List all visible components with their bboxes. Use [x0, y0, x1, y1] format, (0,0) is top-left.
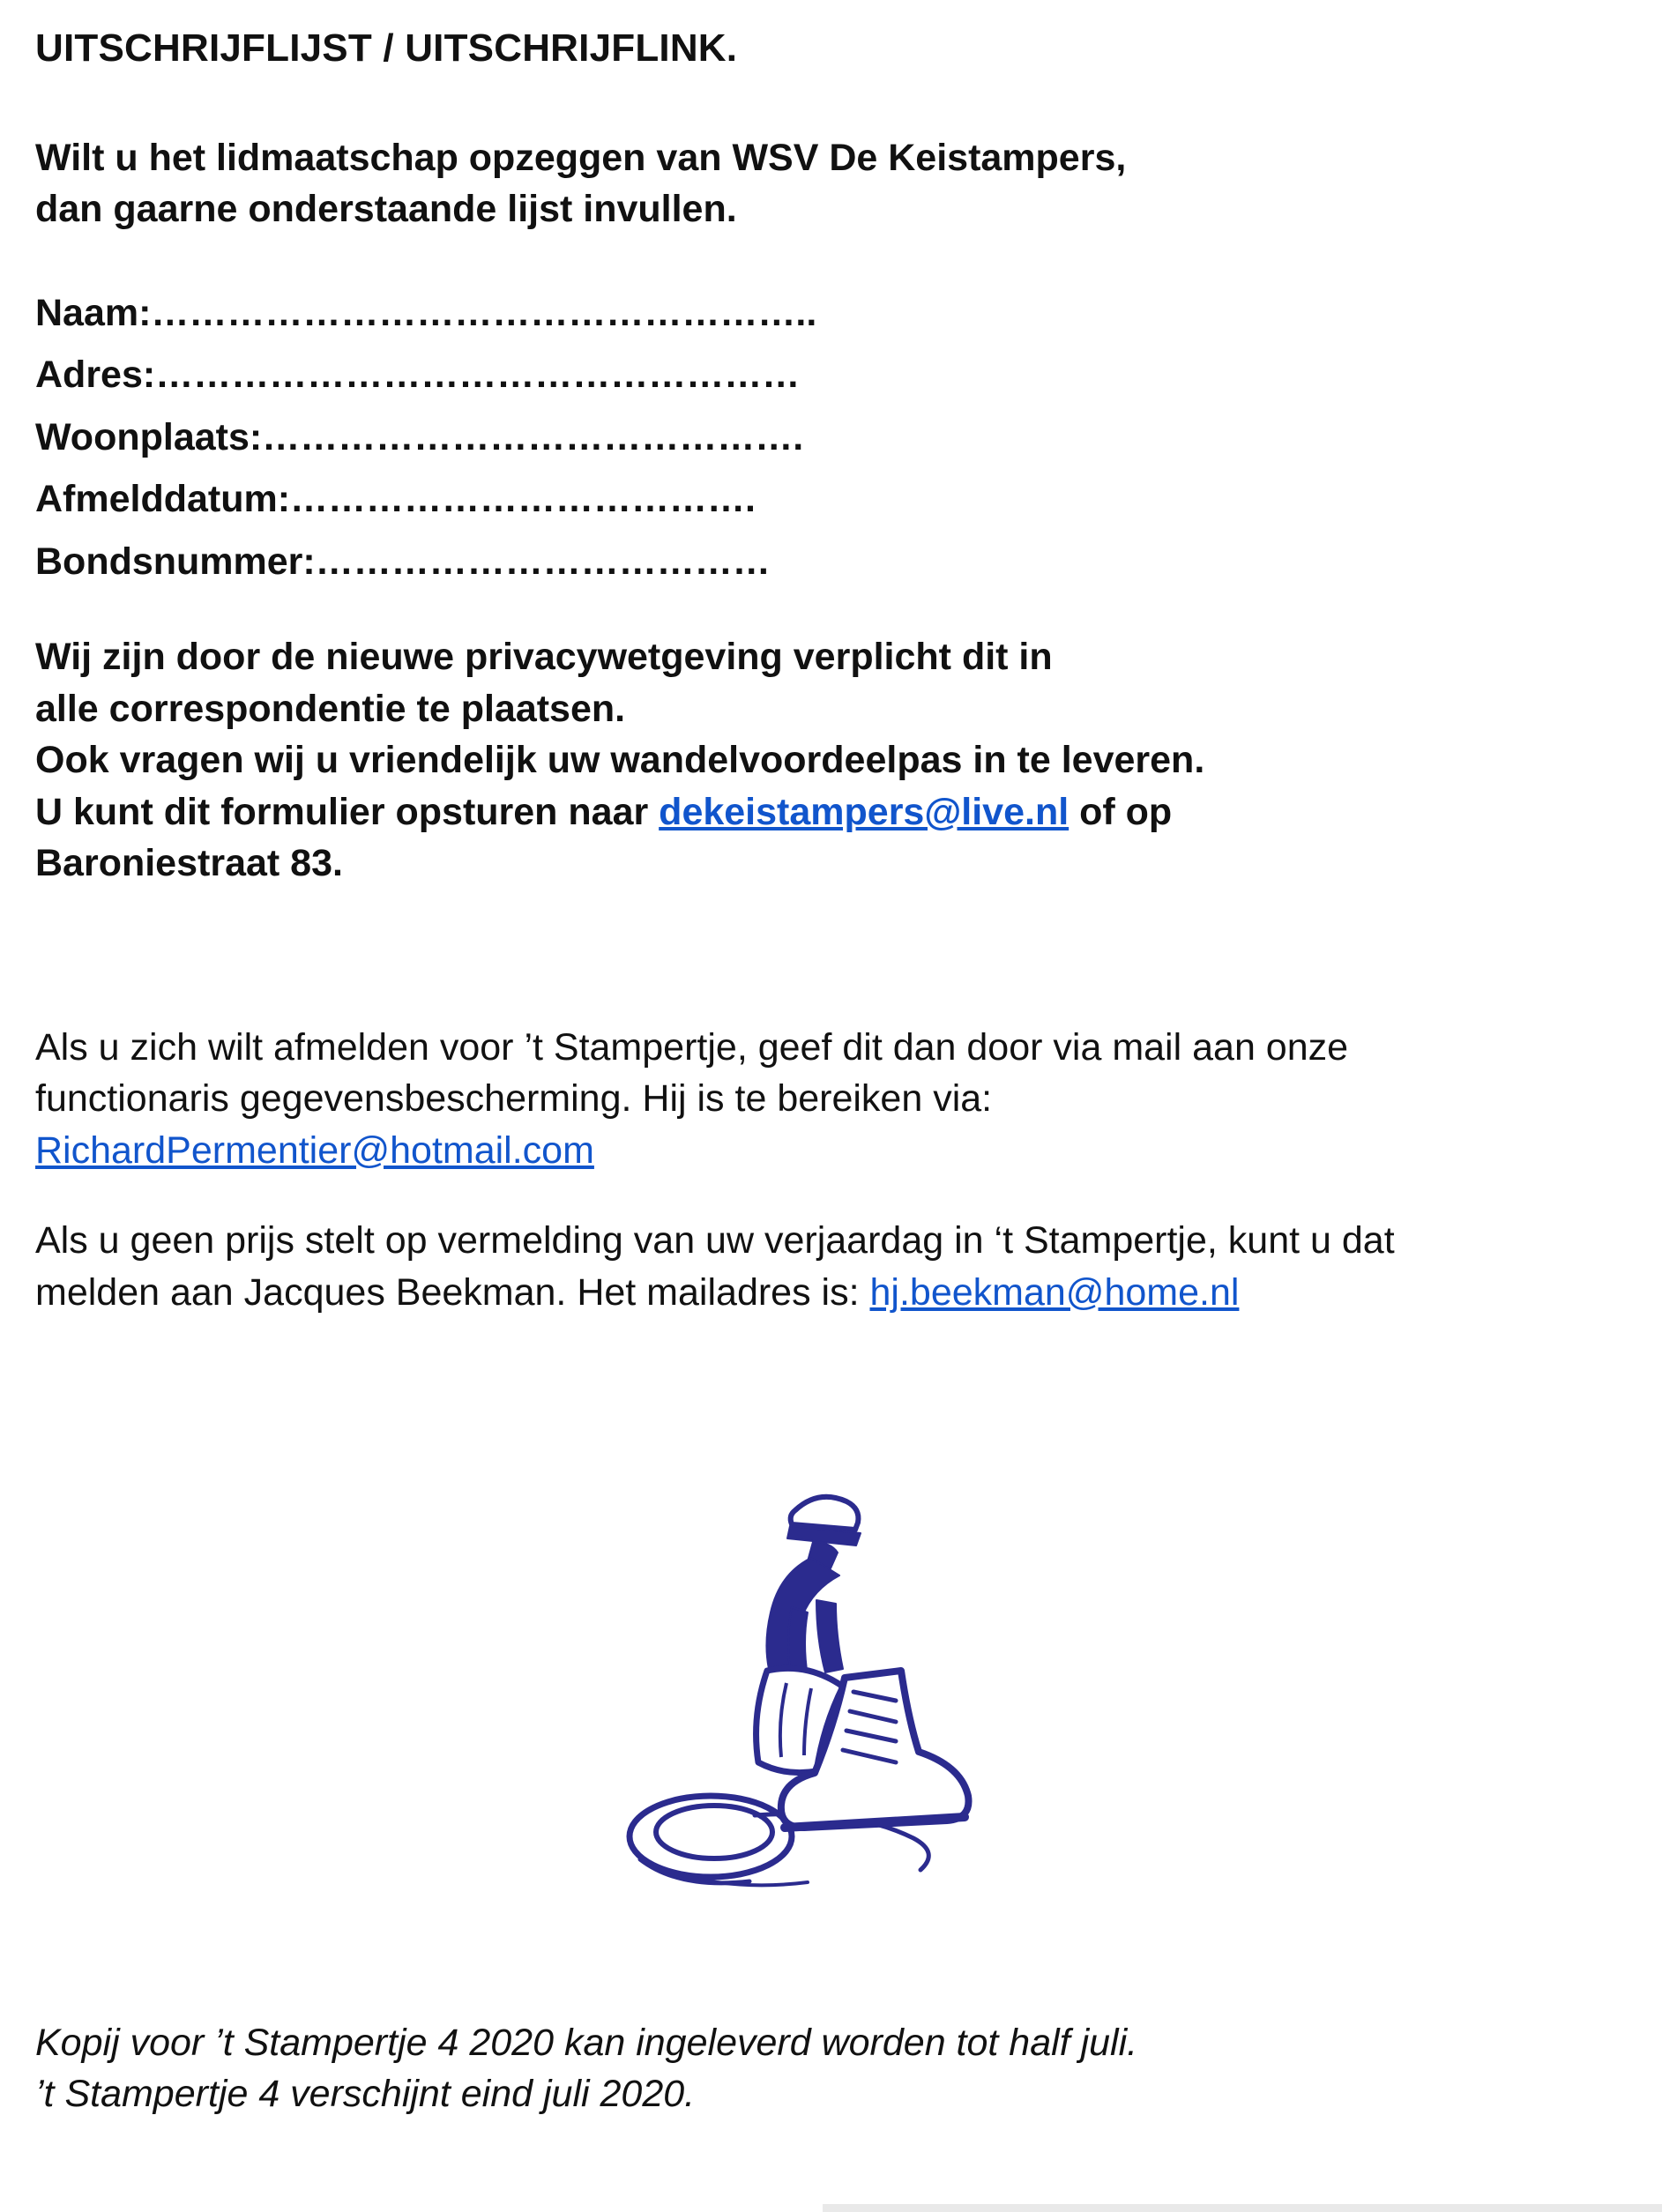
page-title: UITSCHRIJFLIJST / UITSCHRIJFLINK.	[35, 26, 738, 70]
intro-line-2: dan gaarne onderstaande lijst invullen.	[35, 188, 737, 231]
walker-boots-rope-illustration	[622, 1486, 1002, 1907]
walker-figure-icon	[766, 1497, 861, 1678]
intro-paragraph	[35, 132, 1609, 235]
footer-note	[35, 2017, 1609, 2120]
field-naam: Naam:……………………………………………..	[35, 291, 817, 334]
field-bondsnummer: Bondsnummer:………………………………	[35, 540, 771, 583]
afmelden-paragraph	[35, 1022, 1609, 1176]
field-adres: Adres:……………………………………………	[35, 354, 801, 397]
unsubscribe-form-fields	[35, 287, 1609, 587]
privacy-line-3: Ook vragen wij u vriendelijk uw wandelvoordeelpas in te leveren.	[35, 739, 1205, 782]
email-link-richard-permentier[interactable]: RichardPermentier@hotmail.com	[35, 1128, 594, 1172]
verjaardag-line-2-pre: melden aan Jacques Beekman. Het mailadres is:	[35, 1270, 870, 1314]
field-afmelddatum: Afmelddatum:……………………………….	[35, 478, 756, 521]
afmelden-line-1: Als u zich wilt afmelden voor ’t Stampertje, geef dit dan door via mail aan onze	[35, 1025, 1349, 1069]
privacy-line-5: Baroniestraat 83.	[35, 842, 343, 885]
intro-line-1: Wilt u het lidmaatschap opzeggen van WSV De Keistampers,	[35, 137, 1127, 179]
field-woonplaats: Woonplaats:…………………………………….	[35, 415, 804, 458]
privacy-line-4-post: of op	[1069, 790, 1173, 833]
footer-line-1: Kopij voor ’t Stampertje 4 2020 kan ingeleverd worden tot half juli.	[35, 2021, 1138, 2064]
page-boundary-artifact	[823, 2204, 1662, 2212]
club-illustration	[35, 1486, 1609, 1907]
afmelden-line-2: functionaris gegevensbescherming. Hij is te bereiken via:	[35, 1077, 993, 1121]
email-link-dekeistampers[interactable]: dekeistampers@live.nl	[659, 790, 1069, 833]
email-link-beekman[interactable]: hj.beekman@home.nl	[869, 1270, 1240, 1314]
privacy-line-2: alle correspondentie te plaatsen.	[35, 687, 626, 730]
footer-line-2: ’t Stampertje 4 verschijnt eind juli 2020.	[35, 2073, 696, 2116]
verjaardag-line-1: Als u geen prijs stelt op vermelding van uw verjaardag in ‘t Stampertje, kunt u dat	[35, 1219, 1395, 1262]
verjaardag-paragraph	[35, 1215, 1609, 1318]
privacy-line-4-pre: U kunt dit formulier opsturen naar	[35, 790, 660, 833]
privacy-line-1: Wij zijn door de nieuwe privacywetgeving verplicht dit in	[35, 636, 1053, 679]
privacy-paragraph	[35, 631, 1609, 889]
